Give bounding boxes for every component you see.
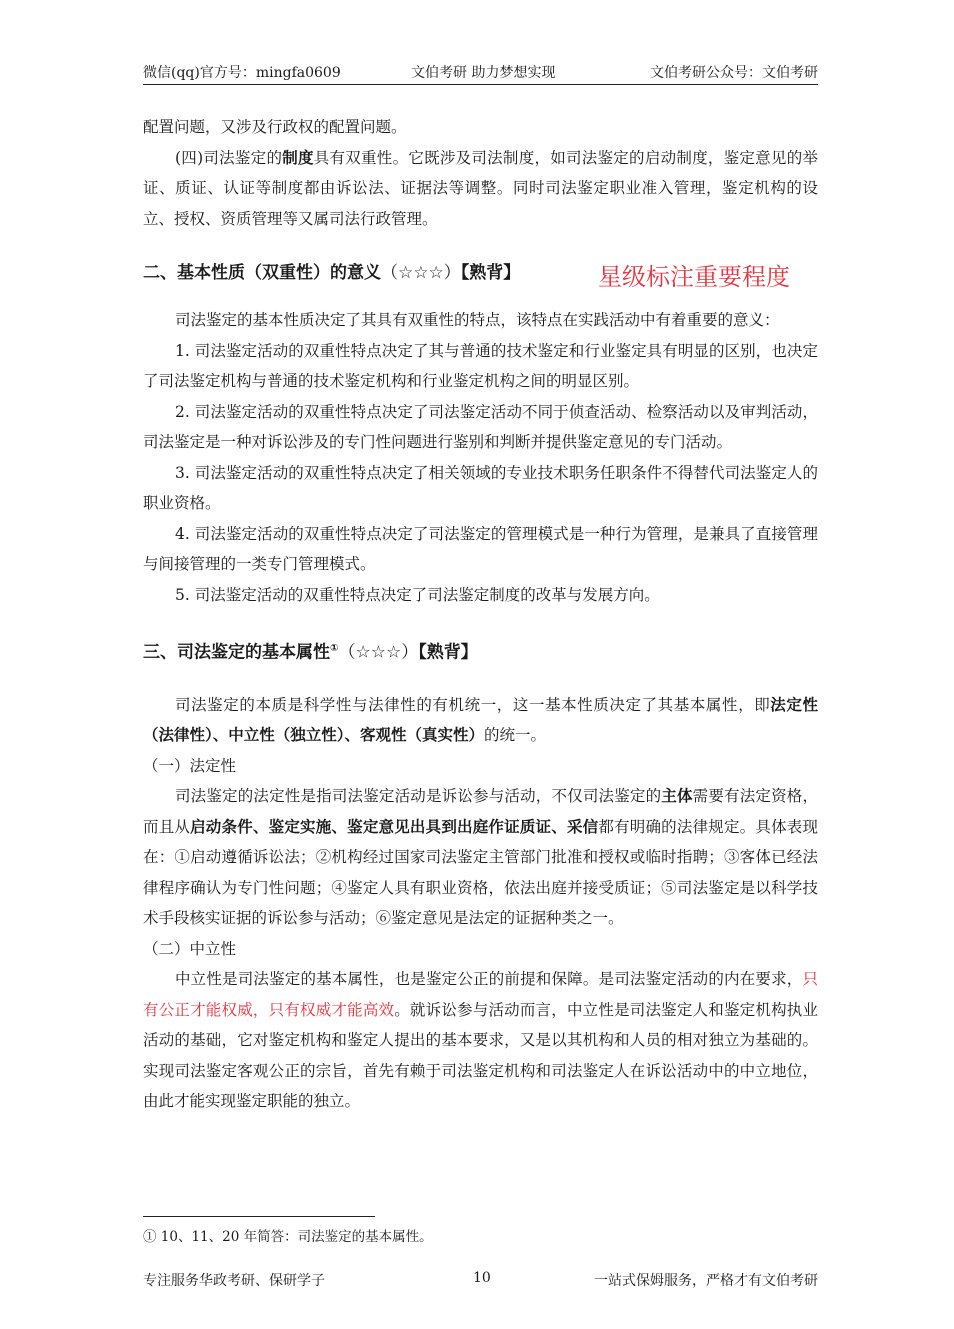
legality-paragraph [143,781,818,934]
bold-run: 主体 [661,786,693,806]
neutrality-paragraph [143,964,818,1117]
section2-item-3: 3. 司法鉴定活动的双重性特点决定了相关领域的专业技术职务任职条件不得替代司法鉴定人的职业资格。 [143,463,818,512]
section2-heading [143,258,818,291]
page-content [143,112,818,1117]
section2-item-5: 5. 司法鉴定活动的双重性特点决定了司法鉴定制度的改革与发展方向。 [175,585,660,604]
header-contact: 微信(qq)官方号：mingfa0609 [143,65,341,81]
bold-run: 法定性（法律性）、中立性（独立性）、客观性（真实性） [143,694,818,745]
bold-run: 制度 [282,147,314,167]
intro-paragraph-1: 配置问题，又涉及行政权的配置问题。 [143,118,407,136]
section2-title: 二、基本性质（双重性）的意义 [143,263,381,283]
text-run: 司法鉴定的法定性是指司法鉴定活动是诉讼参与活动，不仅司法鉴定的 [175,787,662,806]
intro-paragraph-2 [143,143,818,235]
section2-item-4: 4. 司法鉴定活动的双重性特点决定了司法鉴定的管理模式是一种行为管理，是兼具了直接管理与间接管理的一类专门管理模式。 [143,524,818,573]
section2-item-2: 2. 司法鉴定活动的双重性特点决定了司法鉴定活动不同于侦查活动、检察活动以及审判活动，司法鉴定是一种对诉讼涉及的专门性问题进行鉴别和判断并提供鉴定意见的专门活动。 [143,402,818,451]
section2-item-1: 1. 司法鉴定活动的双重性特点决定了其与普通的技术鉴定和行业鉴定具有明显的区别，也决定了司法鉴定机构与普通的技术鉴定机构和行业鉴定机构之间的明显区别。 [143,341,818,390]
memorize-tag: 【熟背】 [418,642,478,663]
star-rating: （☆☆☆） [381,263,461,283]
text-run: 需要有法定资格，而且从 [143,787,818,836]
footnote-divider [143,1216,375,1217]
section3-title: 三、司法鉴定的基本属性 [143,642,330,663]
section3-lead [143,690,818,751]
subsection-neutrality-title: （二）中立性 [143,939,237,958]
header-slogan: 文伯考研 助力梦想实现 [411,65,556,81]
text-run: 中立性是司法鉴定的基本属性，也是鉴定公正的前提和保障。是司法鉴定活动的内在要求， [175,970,803,989]
importance-annotation: 星级标注重要程度 [598,263,790,291]
star-rating: （☆☆☆） [338,642,419,663]
text-run: 具有双重性。它既涉及司法制度，如司法鉴定的启动制度，鉴定意见的举证、质证、认证等制度都由诉讼法、证据法等调整。同时司法鉴定职业准入管理，鉴定机构的设立、授权、资质管理等又属司法行政管理。 [143,148,818,228]
text-run: 的统一。 [484,726,547,745]
text-run: (四)司法鉴定的 [175,148,283,167]
text-run: 司法鉴定的本质是科学性与法律性的有机统一，这一基本性质决定了其基本属性，即 [175,695,771,714]
footer-left: 专注服务华政考研、保研学子 [143,1273,325,1289]
footer-right: 一站式保姆服务，严格才有文伯考研 [594,1273,818,1289]
header-wechat: 文伯考研公众号：文伯考研 [650,65,818,81]
section3-heading [143,634,818,668]
section2-lead: 司法鉴定的基本性质决定了其具有双重性的特点，该特点在实践活动中有着重要的意义： [175,311,780,329]
bold-run: 启动条件、鉴定实施、鉴定意见出具到出庭作证质证、采信 [190,816,599,836]
text-run: 都有明确的法律规定。具体表现在：①启动遵循诉讼法；②机构经过国家司法鉴定主管部门批准和授权或临时指聘；③客体已经法律程序确认为专门性问题；④鉴定人具有职业资格，依法出庭并接受质证；⑤司法鉴定是以科学技术手段核实证据的诉讼参与活动；⑥鉴定意见是法定的证据种类之一。 [143,817,818,928]
subsection-legality-title: （一）法定性 [143,756,237,775]
memorize-tag: 【熟背】 [460,263,521,283]
text-run: 。就诉讼参与活动而言，中立性是司法鉴定人和鉴定机构执业活动的基础，它对鉴定机构和鉴定人提出的基本要求，又是以其机构和人员的相对独立为基础的。实现司法鉴定客观公正的宗旨，首先有赖于司法鉴定机构和司法鉴定人在诉讼活动中的中立地位，由此才能实现鉴定职能的独立。 [143,1000,818,1111]
footnote: ① 10、11、20 年简答：司法鉴定的基本属性。 [143,1229,433,1245]
red-highlight: 只有公正才能权威，只有权威才能高效 [143,970,818,1019]
page-number: 10 [473,1270,491,1286]
page-header [143,60,818,85]
footnote-mark: ① [330,643,339,654]
